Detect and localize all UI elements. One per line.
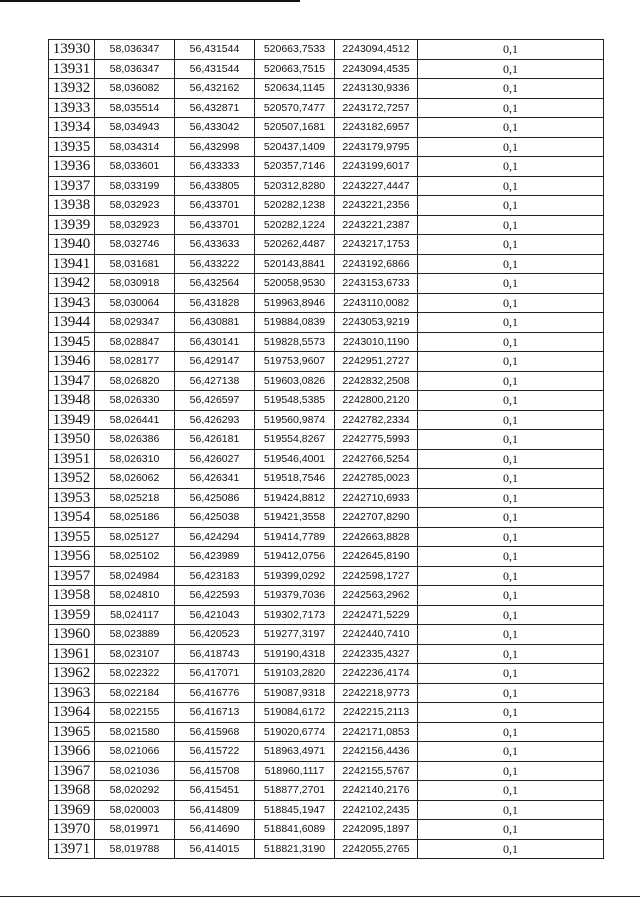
- latitude-cell: 58,019971: [95, 820, 175, 840]
- value-cell: 0,1: [418, 547, 604, 567]
- value-cell: 0,1: [418, 274, 604, 294]
- point-number-cell: 13941: [49, 254, 95, 274]
- point-number-cell: 13964: [49, 703, 95, 723]
- table-row: [49, 79, 604, 99]
- longitude-cell: 56,423989: [175, 547, 255, 567]
- point-number-cell: 13959: [49, 605, 95, 625]
- point-number-cell: 13953: [49, 488, 95, 508]
- point-number-cell: 13946: [49, 352, 95, 372]
- point-number-cell: 13950: [49, 430, 95, 450]
- x-coordinate-cell: 520507,1681: [255, 118, 335, 138]
- table-row: [49, 196, 604, 216]
- latitude-cell: 58,026386: [95, 430, 175, 450]
- x-coordinate-cell: 519554,8267: [255, 430, 335, 450]
- table-row: [49, 118, 604, 138]
- x-coordinate-cell: 519277,3197: [255, 625, 335, 645]
- latitude-cell: 58,023107: [95, 644, 175, 664]
- y-coordinate-cell: 2242563,2962: [335, 586, 418, 606]
- value-cell: 0,1: [418, 254, 604, 274]
- y-coordinate-cell: 2243227,4447: [335, 176, 418, 196]
- table-row: [49, 761, 604, 781]
- table-row: [49, 137, 604, 157]
- latitude-cell: 58,026441: [95, 410, 175, 430]
- table-row: [49, 800, 604, 820]
- longitude-cell: 56,415451: [175, 781, 255, 801]
- latitude-cell: 58,021066: [95, 742, 175, 762]
- x-coordinate-cell: 520570,7477: [255, 98, 335, 118]
- point-number-cell: 13967: [49, 761, 95, 781]
- value-cell: 0,1: [418, 293, 604, 313]
- point-number-cell: 13938: [49, 196, 95, 216]
- x-coordinate-cell: 518821,3190: [255, 839, 335, 859]
- value-cell: 0,1: [418, 664, 604, 684]
- point-number-cell: 13966: [49, 742, 95, 762]
- latitude-cell: 58,024810: [95, 586, 175, 606]
- table-row: [49, 527, 604, 547]
- value-cell: 0,1: [418, 215, 604, 235]
- value-cell: 0,1: [418, 586, 604, 606]
- latitude-cell: 58,024984: [95, 566, 175, 586]
- point-number-cell: 13971: [49, 839, 95, 859]
- latitude-cell: 58,023889: [95, 625, 175, 645]
- point-number-cell: 13930: [49, 40, 95, 60]
- point-number-cell: 13948: [49, 391, 95, 411]
- table-row: [49, 98, 604, 118]
- y-coordinate-cell: 2242471,5229: [335, 605, 418, 625]
- coordinates-table: [48, 39, 604, 859]
- longitude-cell: 56,415968: [175, 722, 255, 742]
- point-number-cell: 13957: [49, 566, 95, 586]
- value-cell: 0,1: [418, 820, 604, 840]
- x-coordinate-cell: 519548,5385: [255, 391, 335, 411]
- latitude-cell: 58,035514: [95, 98, 175, 118]
- table-row: [49, 59, 604, 79]
- longitude-cell: 56,416776: [175, 683, 255, 703]
- y-coordinate-cell: 2243053,9219: [335, 313, 418, 333]
- table-row: [49, 781, 604, 801]
- latitude-cell: 58,025186: [95, 508, 175, 528]
- value-cell: 0,1: [418, 508, 604, 528]
- table-row: [49, 430, 604, 450]
- y-coordinate-cell: 2242102,2435: [335, 800, 418, 820]
- value-cell: 0,1: [418, 313, 604, 333]
- table-row: [49, 605, 604, 625]
- value-cell: 0,1: [418, 742, 604, 762]
- x-coordinate-cell: 520262,4487: [255, 235, 335, 255]
- longitude-cell: 56,427138: [175, 371, 255, 391]
- x-coordinate-cell: 519884,0839: [255, 313, 335, 333]
- y-coordinate-cell: 2242095,1897: [335, 820, 418, 840]
- y-coordinate-cell: 2242236,4174: [335, 664, 418, 684]
- table-row: [49, 157, 604, 177]
- point-number-cell: 13943: [49, 293, 95, 313]
- y-coordinate-cell: 2242335,4327: [335, 644, 418, 664]
- x-coordinate-cell: 519424,8812: [255, 488, 335, 508]
- value-cell: 0,1: [418, 781, 604, 801]
- table-row: [49, 371, 604, 391]
- y-coordinate-cell: 2243010,1190: [335, 332, 418, 352]
- value-cell: 0,1: [418, 98, 604, 118]
- y-coordinate-cell: 2243172,7257: [335, 98, 418, 118]
- table-row: [49, 566, 604, 586]
- table-row: [49, 274, 604, 294]
- longitude-cell: 56,425038: [175, 508, 255, 528]
- y-coordinate-cell: 2243179,9795: [335, 137, 418, 157]
- latitude-cell: 58,019788: [95, 839, 175, 859]
- table-row: [49, 742, 604, 762]
- coordinates-table-body: [49, 40, 604, 859]
- table-row: [49, 469, 604, 489]
- y-coordinate-cell: 2242155,5767: [335, 761, 418, 781]
- longitude-cell: 56,426293: [175, 410, 255, 430]
- x-coordinate-cell: 520663,7533: [255, 40, 335, 60]
- table-row: [49, 547, 604, 567]
- longitude-cell: 56,426027: [175, 449, 255, 469]
- value-cell: 0,1: [418, 332, 604, 352]
- table-row: [49, 722, 604, 742]
- table-row: [49, 313, 604, 333]
- value-cell: 0,1: [418, 391, 604, 411]
- longitude-cell: 56,431544: [175, 59, 255, 79]
- latitude-cell: 58,031681: [95, 254, 175, 274]
- table-row: [49, 391, 604, 411]
- value-cell: 0,1: [418, 410, 604, 430]
- longitude-cell: 56,432564: [175, 274, 255, 294]
- value-cell: 0,1: [418, 800, 604, 820]
- longitude-cell: 56,433701: [175, 215, 255, 235]
- longitude-cell: 56,432998: [175, 137, 255, 157]
- point-number-cell: 13944: [49, 313, 95, 333]
- x-coordinate-cell: 519546,4001: [255, 449, 335, 469]
- value-cell: 0,1: [418, 157, 604, 177]
- latitude-cell: 58,021036: [95, 761, 175, 781]
- table-row: [49, 40, 604, 60]
- point-number-cell: 13968: [49, 781, 95, 801]
- latitude-cell: 58,025127: [95, 527, 175, 547]
- y-coordinate-cell: 2242832,2508: [335, 371, 418, 391]
- point-number-cell: 13937: [49, 176, 95, 196]
- table-row: [49, 703, 604, 723]
- latitude-cell: 58,022184: [95, 683, 175, 703]
- table-row: [49, 625, 604, 645]
- y-coordinate-cell: 2243192,6866: [335, 254, 418, 274]
- longitude-cell: 56,429147: [175, 352, 255, 372]
- x-coordinate-cell: 519084,6172: [255, 703, 335, 723]
- table-row: [49, 839, 604, 859]
- point-number-cell: 13932: [49, 79, 95, 99]
- x-coordinate-cell: 520312,8280: [255, 176, 335, 196]
- longitude-cell: 56,426181: [175, 430, 255, 450]
- latitude-cell: 58,028847: [95, 332, 175, 352]
- latitude-cell: 58,029347: [95, 313, 175, 333]
- value-cell: 0,1: [418, 40, 604, 60]
- point-number-cell: 13962: [49, 664, 95, 684]
- point-number-cell: 13954: [49, 508, 95, 528]
- latitude-cell: 58,033601: [95, 157, 175, 177]
- value-cell: 0,1: [418, 488, 604, 508]
- x-coordinate-cell: 519103,2820: [255, 664, 335, 684]
- value-cell: 0,1: [418, 761, 604, 781]
- x-coordinate-cell: 519963,8946: [255, 293, 335, 313]
- x-coordinate-cell: 519087,9318: [255, 683, 335, 703]
- latitude-cell: 58,021580: [95, 722, 175, 742]
- latitude-cell: 58,026330: [95, 391, 175, 411]
- point-number-cell: 13963: [49, 683, 95, 703]
- latitude-cell: 58,025102: [95, 547, 175, 567]
- point-number-cell: 13952: [49, 469, 95, 489]
- x-coordinate-cell: 519828,5573: [255, 332, 335, 352]
- table-row: [49, 644, 604, 664]
- x-coordinate-cell: 519412,0756: [255, 547, 335, 567]
- longitude-cell: 56,433805: [175, 176, 255, 196]
- point-number-cell: 13939: [49, 215, 95, 235]
- x-coordinate-cell: 520663,7515: [255, 59, 335, 79]
- x-coordinate-cell: 519414,7789: [255, 527, 335, 547]
- y-coordinate-cell: 2242800,2120: [335, 391, 418, 411]
- value-cell: 0,1: [418, 137, 604, 157]
- y-coordinate-cell: 2243153,6733: [335, 274, 418, 294]
- value-cell: 0,1: [418, 722, 604, 742]
- longitude-cell: 56,433042: [175, 118, 255, 138]
- y-coordinate-cell: 2243094,4512: [335, 40, 418, 60]
- y-coordinate-cell: 2243221,2356: [335, 196, 418, 216]
- latitude-cell: 58,032923: [95, 196, 175, 216]
- y-coordinate-cell: 2242775,5993: [335, 430, 418, 450]
- y-coordinate-cell: 2242440,7410: [335, 625, 418, 645]
- value-cell: 0,1: [418, 527, 604, 547]
- longitude-cell: 56,431544: [175, 40, 255, 60]
- y-coordinate-cell: 2242140,2176: [335, 781, 418, 801]
- value-cell: 0,1: [418, 449, 604, 469]
- y-coordinate-cell: 2243094,4535: [335, 59, 418, 79]
- table-row: [49, 410, 604, 430]
- longitude-cell: 56,415708: [175, 761, 255, 781]
- value-cell: 0,1: [418, 644, 604, 664]
- longitude-cell: 56,414015: [175, 839, 255, 859]
- table-row: [49, 176, 604, 196]
- point-number-cell: 13936: [49, 157, 95, 177]
- table-row: [49, 488, 604, 508]
- longitude-cell: 56,426341: [175, 469, 255, 489]
- x-coordinate-cell: 518963,4971: [255, 742, 335, 762]
- value-cell: 0,1: [418, 59, 604, 79]
- point-number-cell: 13960: [49, 625, 95, 645]
- y-coordinate-cell: 2242663,8828: [335, 527, 418, 547]
- table-row: [49, 683, 604, 703]
- y-coordinate-cell: 2243199,6017: [335, 157, 418, 177]
- y-coordinate-cell: 2242215,2113: [335, 703, 418, 723]
- x-coordinate-cell: 519379,7036: [255, 586, 335, 606]
- y-coordinate-cell: 2242218,9773: [335, 683, 418, 703]
- point-number-cell: 13965: [49, 722, 95, 742]
- value-cell: 0,1: [418, 703, 604, 723]
- x-coordinate-cell: 519518,7546: [255, 469, 335, 489]
- value-cell: 0,1: [418, 625, 604, 645]
- longitude-cell: 56,417071: [175, 664, 255, 684]
- point-number-cell: 13969: [49, 800, 95, 820]
- point-number-cell: 13956: [49, 547, 95, 567]
- value-cell: 0,1: [418, 430, 604, 450]
- latitude-cell: 58,024117: [95, 605, 175, 625]
- latitude-cell: 58,034943: [95, 118, 175, 138]
- latitude-cell: 58,022155: [95, 703, 175, 723]
- table-row: [49, 215, 604, 235]
- y-coordinate-cell: 2243110,0082: [335, 293, 418, 313]
- y-coordinate-cell: 2243217,1753: [335, 235, 418, 255]
- value-cell: 0,1: [418, 566, 604, 586]
- x-coordinate-cell: 519399,0292: [255, 566, 335, 586]
- y-coordinate-cell: 2242766,5254: [335, 449, 418, 469]
- x-coordinate-cell: 520634,1145: [255, 79, 335, 99]
- x-coordinate-cell: 519302,7173: [255, 605, 335, 625]
- y-coordinate-cell: 2243130,9336: [335, 79, 418, 99]
- top-rule: [0, 0, 300, 2]
- point-number-cell: 13961: [49, 644, 95, 664]
- longitude-cell: 56,433222: [175, 254, 255, 274]
- longitude-cell: 56,420523: [175, 625, 255, 645]
- y-coordinate-cell: 2242598,1727: [335, 566, 418, 586]
- point-number-cell: 13947: [49, 371, 95, 391]
- table-row: [49, 664, 604, 684]
- value-cell: 0,1: [418, 176, 604, 196]
- x-coordinate-cell: 519603,0826: [255, 371, 335, 391]
- y-coordinate-cell: 2242785,0023: [335, 469, 418, 489]
- y-coordinate-cell: 2242782,2334: [335, 410, 418, 430]
- x-coordinate-cell: 519560,9874: [255, 410, 335, 430]
- x-coordinate-cell: 519753,9607: [255, 352, 335, 372]
- table-row: [49, 235, 604, 255]
- x-coordinate-cell: 520143,8841: [255, 254, 335, 274]
- latitude-cell: 58,020003: [95, 800, 175, 820]
- table-row: [49, 293, 604, 313]
- longitude-cell: 56,423183: [175, 566, 255, 586]
- x-coordinate-cell: 519190,4318: [255, 644, 335, 664]
- longitude-cell: 56,433701: [175, 196, 255, 216]
- point-number-cell: 13951: [49, 449, 95, 469]
- latitude-cell: 58,026062: [95, 469, 175, 489]
- latitude-cell: 58,026310: [95, 449, 175, 469]
- bottom-rule: [0, 896, 640, 897]
- longitude-cell: 56,425086: [175, 488, 255, 508]
- y-coordinate-cell: 2242156,4436: [335, 742, 418, 762]
- longitude-cell: 56,430881: [175, 313, 255, 333]
- y-coordinate-cell: 2242055,2765: [335, 839, 418, 859]
- value-cell: 0,1: [418, 235, 604, 255]
- point-number-cell: 13955: [49, 527, 95, 547]
- latitude-cell: 58,026820: [95, 371, 175, 391]
- value-cell: 0,1: [418, 79, 604, 99]
- latitude-cell: 58,032746: [95, 235, 175, 255]
- longitude-cell: 56,432162: [175, 79, 255, 99]
- latitude-cell: 58,022322: [95, 664, 175, 684]
- y-coordinate-cell: 2242951,2727: [335, 352, 418, 372]
- latitude-cell: 58,030918: [95, 274, 175, 294]
- x-coordinate-cell: 520357,7146: [255, 157, 335, 177]
- longitude-cell: 56,433633: [175, 235, 255, 255]
- latitude-cell: 58,033199: [95, 176, 175, 196]
- latitude-cell: 58,030064: [95, 293, 175, 313]
- latitude-cell: 58,020292: [95, 781, 175, 801]
- table-row: [49, 449, 604, 469]
- y-coordinate-cell: 2242171,0853: [335, 722, 418, 742]
- longitude-cell: 56,431828: [175, 293, 255, 313]
- longitude-cell: 56,421043: [175, 605, 255, 625]
- point-number-cell: 13933: [49, 98, 95, 118]
- table-row: [49, 586, 604, 606]
- latitude-cell: 58,036082: [95, 79, 175, 99]
- longitude-cell: 56,414809: [175, 800, 255, 820]
- latitude-cell: 58,036347: [95, 59, 175, 79]
- longitude-cell: 56,424294: [175, 527, 255, 547]
- table-row: [49, 508, 604, 528]
- longitude-cell: 56,416713: [175, 703, 255, 723]
- point-number-cell: 13931: [49, 59, 95, 79]
- x-coordinate-cell: 520437,1409: [255, 137, 335, 157]
- longitude-cell: 56,414690: [175, 820, 255, 840]
- latitude-cell: 58,025218: [95, 488, 175, 508]
- longitude-cell: 56,415722: [175, 742, 255, 762]
- point-number-cell: 13949: [49, 410, 95, 430]
- x-coordinate-cell: 518877,2701: [255, 781, 335, 801]
- x-coordinate-cell: 518845,1947: [255, 800, 335, 820]
- latitude-cell: 58,036347: [95, 40, 175, 60]
- y-coordinate-cell: 2243182,6957: [335, 118, 418, 138]
- latitude-cell: 58,028177: [95, 352, 175, 372]
- y-coordinate-cell: 2242645,8190: [335, 547, 418, 567]
- table-row: [49, 820, 604, 840]
- latitude-cell: 58,034314: [95, 137, 175, 157]
- value-cell: 0,1: [418, 683, 604, 703]
- point-number-cell: 13958: [49, 586, 95, 606]
- longitude-cell: 56,432871: [175, 98, 255, 118]
- x-coordinate-cell: 519421,3558: [255, 508, 335, 528]
- x-coordinate-cell: 518841,6089: [255, 820, 335, 840]
- x-coordinate-cell: 520282,1224: [255, 215, 335, 235]
- point-number-cell: 13945: [49, 332, 95, 352]
- point-number-cell: 13942: [49, 274, 95, 294]
- value-cell: 0,1: [418, 352, 604, 372]
- table-row: [49, 332, 604, 352]
- value-cell: 0,1: [418, 839, 604, 859]
- point-number-cell: 13940: [49, 235, 95, 255]
- y-coordinate-cell: 2243221,2387: [335, 215, 418, 235]
- value-cell: 0,1: [418, 605, 604, 625]
- latitude-cell: 58,032923: [95, 215, 175, 235]
- value-cell: 0,1: [418, 118, 604, 138]
- point-number-cell: 13935: [49, 137, 95, 157]
- point-number-cell: 13934: [49, 118, 95, 138]
- x-coordinate-cell: 520282,1238: [255, 196, 335, 216]
- x-coordinate-cell: 518960,1117: [255, 761, 335, 781]
- table-row: [49, 352, 604, 372]
- value-cell: 0,1: [418, 371, 604, 391]
- longitude-cell: 56,426597: [175, 391, 255, 411]
- table-row: [49, 254, 604, 274]
- value-cell: 0,1: [418, 469, 604, 489]
- longitude-cell: 56,422593: [175, 586, 255, 606]
- point-number-cell: 13970: [49, 820, 95, 840]
- value-cell: 0,1: [418, 196, 604, 216]
- longitude-cell: 56,418743: [175, 644, 255, 664]
- longitude-cell: 56,433333: [175, 157, 255, 177]
- y-coordinate-cell: 2242710,6933: [335, 488, 418, 508]
- longitude-cell: 56,430141: [175, 332, 255, 352]
- y-coordinate-cell: 2242707,8290: [335, 508, 418, 528]
- x-coordinate-cell: 519020,6774: [255, 722, 335, 742]
- x-coordinate-cell: 520058,9530: [255, 274, 335, 294]
